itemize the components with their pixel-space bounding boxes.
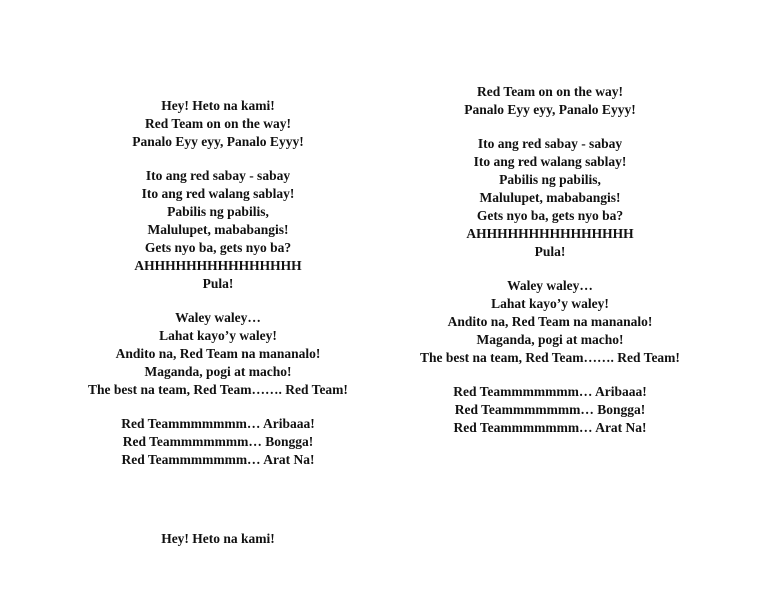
lyric-line: Panalo Eyy eyy, Panalo Eyyy! — [464, 102, 636, 117]
left-stanza-4 — [70, 415, 366, 469]
footer-lyric-line: Hey! Heto na kami! — [161, 531, 275, 546]
right-stanza-3 — [400, 277, 700, 367]
lyric-line: Red Teammmmmmm… Bongga! — [122, 434, 314, 449]
lyric-line: Andito na, Red Team na mananalo! — [447, 314, 653, 329]
right-lyrics-column — [400, 83, 700, 453]
lyric-line: Red Teammmmmmm… Aribaaa! — [453, 384, 647, 399]
lyric-line: Waley waley… — [175, 310, 261, 325]
lyric-line: Pula! — [534, 244, 566, 259]
lyric-line: Pabilis ng pabilis, — [167, 204, 269, 219]
left-lyrics-column — [70, 97, 366, 485]
lyric-line: Red Teammmmmmm… Arat Na! — [453, 420, 647, 435]
lyric-line: AHHHHHHHHHHHHHHH — [466, 226, 634, 241]
lyric-line: Red Team on on the way! — [477, 84, 623, 99]
lyric-line: Ito ang red walang sablay! — [473, 154, 627, 169]
lyric-line: The best na team, Red Team……. Red Team! — [420, 350, 680, 365]
lyric-line: Lahat kayo’y waley! — [159, 328, 277, 343]
lyric-line: Lahat kayo’y waley! — [491, 296, 609, 311]
left-stanza-2 — [70, 167, 366, 293]
lyric-line: Gets nyo ba, gets nyo ba? — [476, 208, 624, 223]
lyric-line: Red Team on on the way! — [145, 116, 291, 131]
lyric-line: Pabilis ng pabilis, — [499, 172, 601, 187]
lyric-line: Andito na, Red Team na mananalo! — [115, 346, 321, 361]
lyric-line: Maganda, pogi at macho! — [144, 364, 292, 379]
lyric-line: Red Teammmmmmm… Arat Na! — [121, 452, 315, 467]
right-stanza-2 — [400, 135, 700, 261]
lyric-line: Red Teammmmmmm… Aribaaa! — [121, 416, 315, 431]
left-stanza-3 — [70, 309, 366, 399]
lyric-line: Malulupet, mababangis! — [147, 222, 289, 237]
lyric-line: Waley waley… — [507, 278, 593, 293]
left-stanza-1 — [70, 97, 366, 151]
lyric-line: Red Teammmmmmm… Bongga! — [454, 402, 646, 417]
lyric-line: The best na team, Red Team……. Red Team! — [88, 382, 348, 397]
lyric-line: Maganda, pogi at macho! — [476, 332, 624, 347]
right-stanza-4 — [400, 383, 700, 437]
lyric-line: Panalo Eyy eyy, Panalo Eyyy! — [132, 134, 304, 149]
right-stanza-1 — [400, 83, 700, 119]
lyric-line: Malulupet, mababangis! — [479, 190, 621, 205]
lyric-line: Pula! — [202, 276, 234, 291]
lyric-line: Ito ang red sabay - sabay — [477, 136, 623, 151]
lyric-line: Ito ang red walang sablay! — [141, 186, 295, 201]
lyric-line: Hey! Heto na kami! — [161, 98, 275, 113]
lyric-line: Ito ang red sabay - sabay — [145, 168, 291, 183]
lyric-line: AHHHHHHHHHHHHHHH — [134, 258, 302, 273]
lyric-line: Gets nyo ba, gets nyo ba? — [144, 240, 292, 255]
